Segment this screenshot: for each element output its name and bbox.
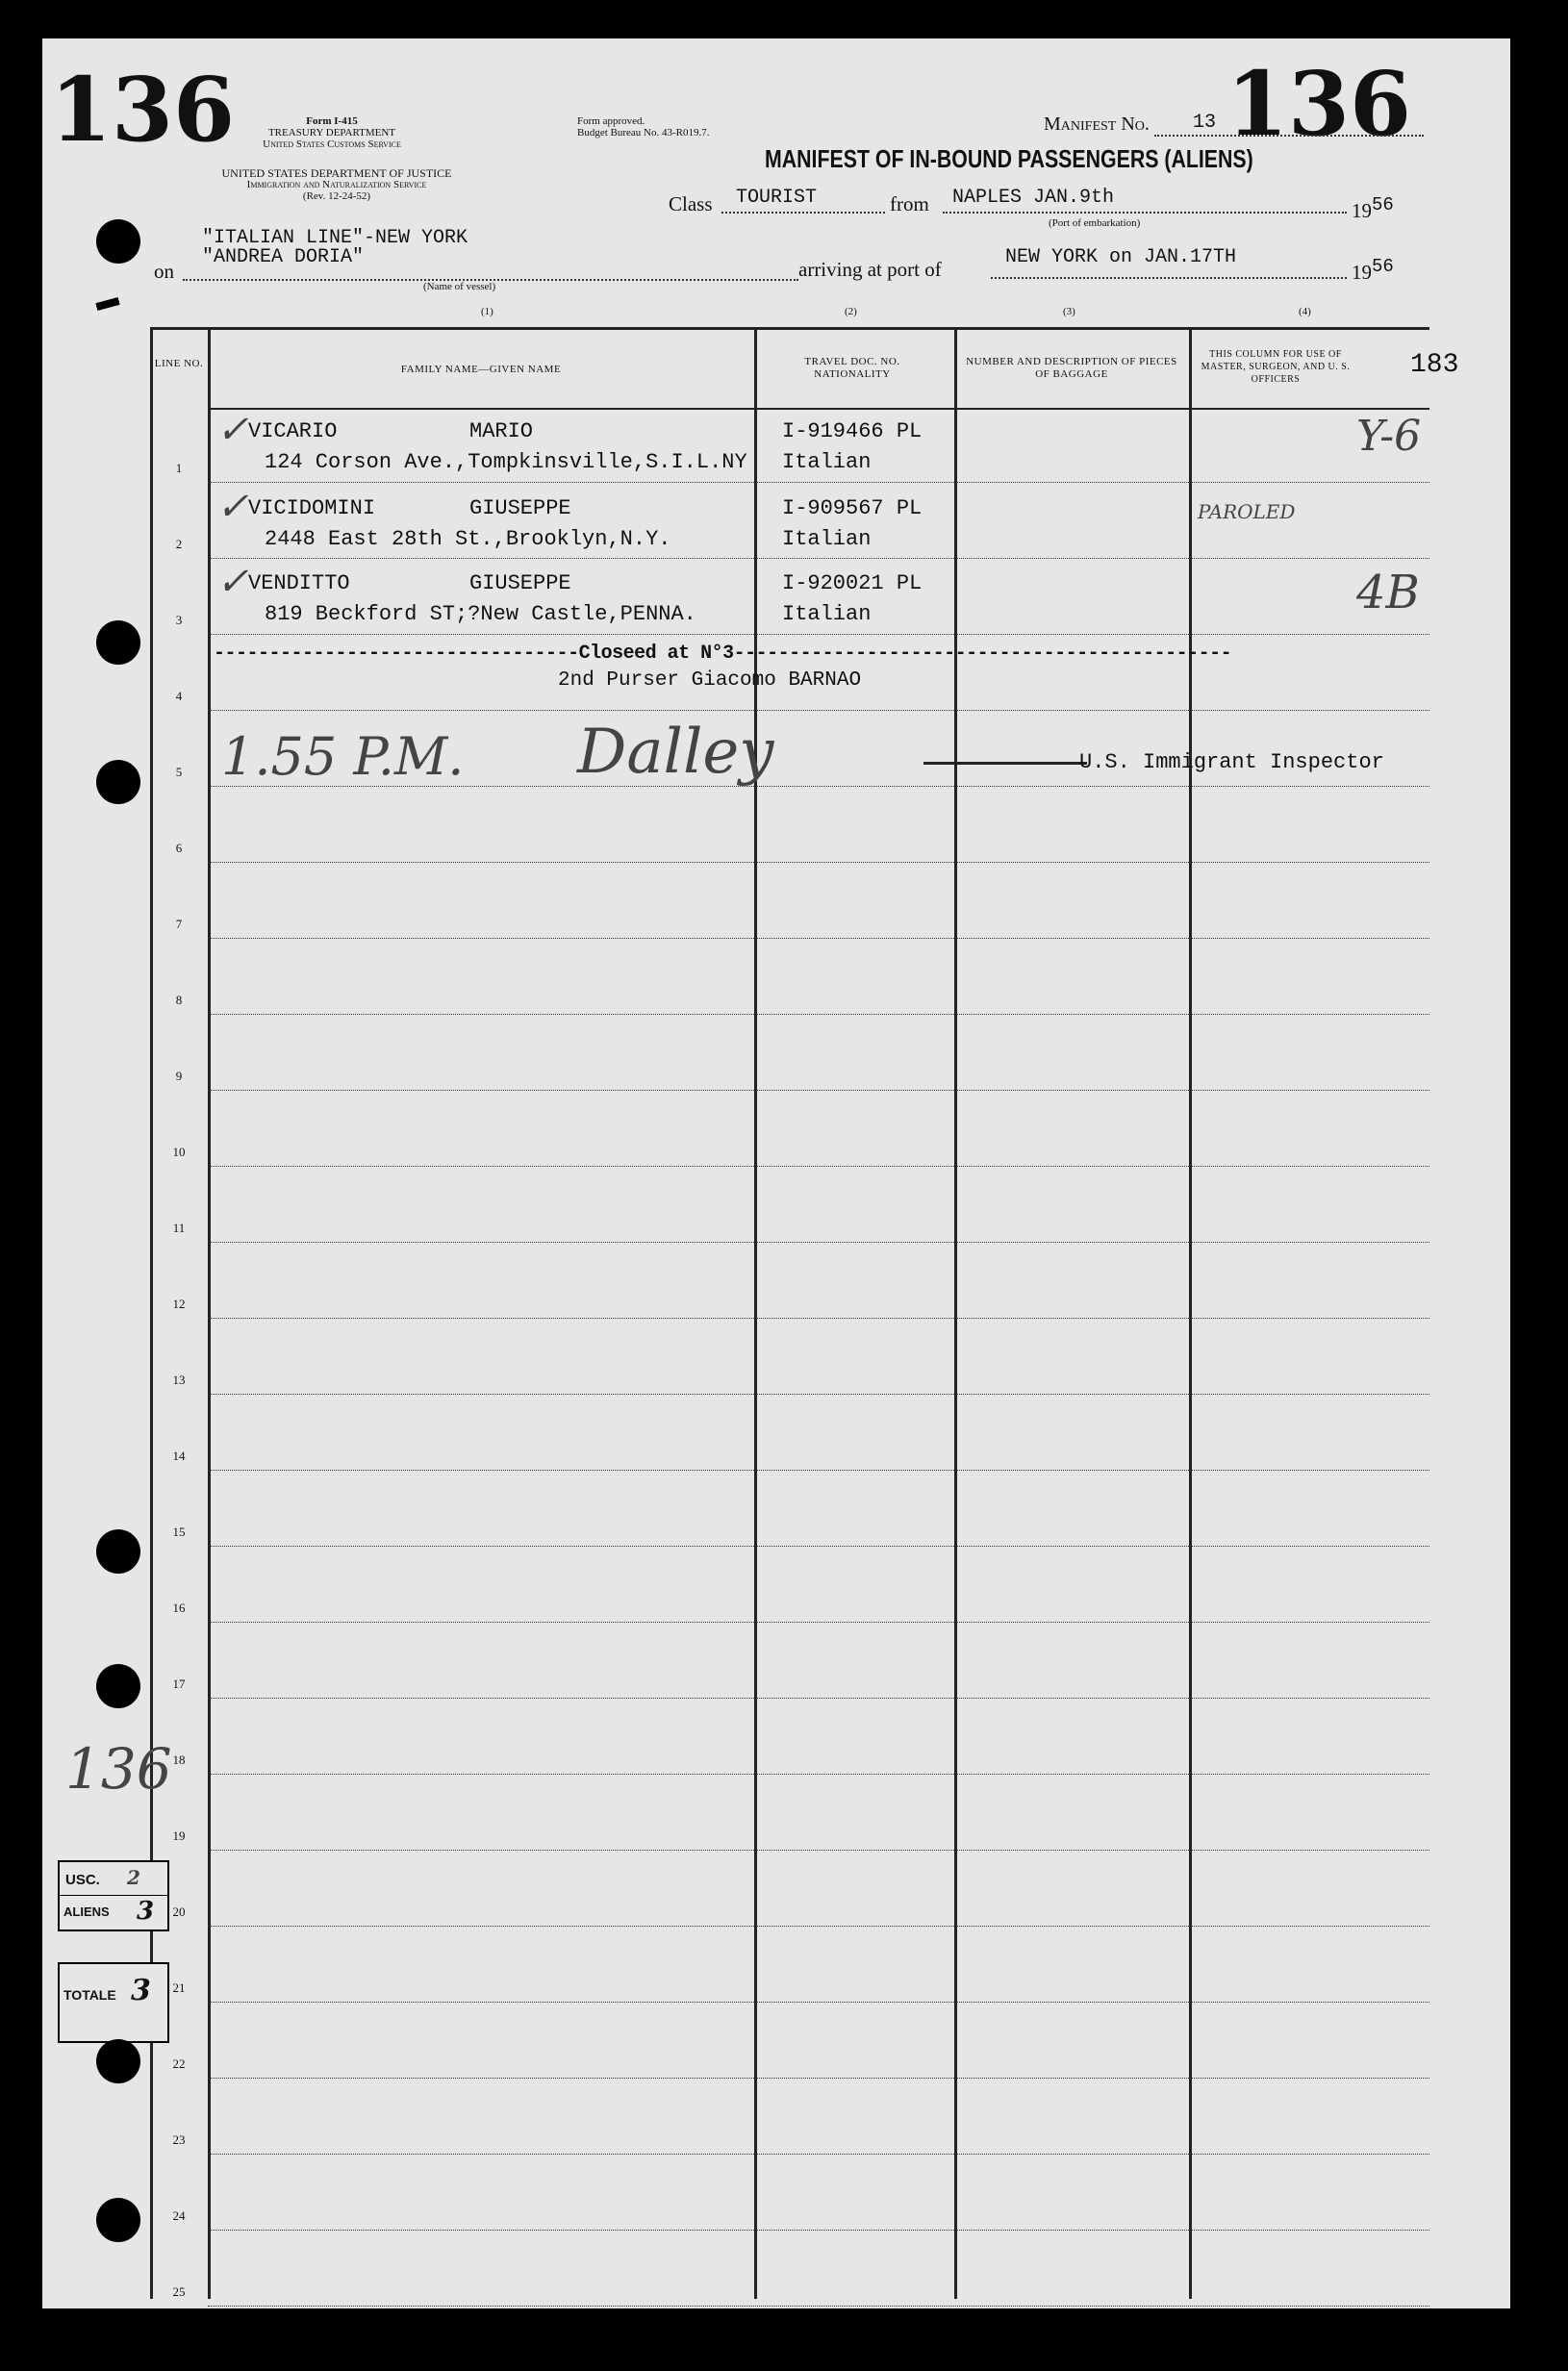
customs-label: United States Customs Service [263, 139, 401, 150]
doj-label: UNITED STATES DEPARTMENT OF JUSTICE [221, 166, 452, 180]
passenger-travel-doc: I-920021 PL [782, 571, 923, 595]
row-rule [208, 1394, 1429, 1395]
line-number: 8 [175, 993, 183, 1007]
row-rule [208, 482, 1429, 483]
table-row [150, 2232, 1429, 2308]
line-number: 25 [172, 2284, 186, 2299]
page-number: 183 [1410, 350, 1459, 380]
form-number: Form I-415 [306, 115, 358, 127]
line-number: 10 [172, 1145, 186, 1159]
page-stamp-left: 136 [50, 58, 236, 162]
doj-block [154, 167, 519, 202]
form-block [221, 115, 443, 150]
margin-note: 136 [65, 1736, 172, 1802]
punch-hole [96, 620, 140, 665]
passenger-address: 2448 East 28th St.,Brooklyn,N.Y. [265, 527, 671, 551]
row-rule [208, 938, 1429, 939]
row-rule [208, 2078, 1429, 2079]
row-rule [208, 1546, 1429, 1547]
punch-hole [96, 2198, 140, 2242]
check-mark-icon: ✓ [216, 560, 249, 604]
table-row [150, 1548, 1429, 1624]
check-mark-icon: ✓ [216, 408, 249, 452]
passenger-given-name: MARIO [469, 419, 534, 443]
officer-mark: PAROLED [1198, 500, 1296, 523]
ins-label: Immigration and Naturalization Service [246, 179, 427, 190]
tally-usc-value: 2 [127, 1866, 140, 1889]
row-rule [208, 1698, 1429, 1699]
year-1-suffix: 56 [1372, 194, 1394, 215]
row-rule [208, 2306, 1429, 2307]
tally-usc-label: USC. [65, 1872, 100, 1888]
line-number: 17 [172, 1677, 186, 1691]
line-number: 6 [175, 841, 183, 855]
vessel-line-1: "ITALIAN LINE"-NEW YORK [202, 227, 468, 249]
line-number: 9 [175, 1069, 183, 1083]
table-row [150, 1624, 1429, 1700]
line-number: 19 [172, 1829, 186, 1843]
row-rule [208, 862, 1429, 863]
table-row [150, 1320, 1429, 1396]
col-number-2: (2) [845, 306, 857, 317]
col-number-1: (1) [481, 306, 493, 317]
punch-hole [96, 1529, 140, 1574]
arriving-label: arriving at port of [798, 258, 942, 281]
punch-hole [96, 1664, 140, 1708]
tally-box-bottom [58, 1962, 169, 2043]
line-number: 5 [175, 765, 183, 779]
row-rule [208, 1014, 1429, 1015]
table-row [150, 1852, 1429, 1928]
table-row [150, 1092, 1429, 1168]
passenger-given-name: GIUSEPPE [469, 571, 571, 595]
class-value: TOURIST [736, 187, 818, 209]
check-mark-icon: ✓ [216, 485, 249, 529]
table-row [150, 2004, 1429, 2080]
line-number: 3 [175, 613, 183, 627]
passenger-address: 124 Corson Ave.,Tompkinsville,S.I.L.NY [265, 450, 747, 474]
manifest-no-label: Manifest No. [1044, 114, 1150, 135]
approval-line-2: Budget Bureau No. 43-R019.7. [577, 127, 710, 139]
year-2-prefix: 19 [1352, 261, 1372, 284]
row-rule [208, 1242, 1429, 1243]
year-2 [1352, 256, 1394, 285]
col-line-no: LINE NO. [154, 358, 204, 369]
line-number: 2 [175, 537, 183, 551]
signature-underline [923, 762, 1087, 765]
tally-total-value: 3 [131, 1974, 151, 2007]
row-rule [208, 1090, 1429, 1091]
purser-line: 2nd Purser Giacomo BARNAO [558, 669, 862, 692]
row-rule [208, 558, 1429, 559]
line-number: 22 [172, 2056, 186, 2071]
table-row [150, 2156, 1429, 2232]
tally-aliens-label: ALIENS [63, 1904, 110, 1919]
from-value: NAPLES JAN.9th [952, 187, 1115, 209]
table-row [150, 1244, 1429, 1320]
passenger-address: 819 Beckford ST;?New Castle,PENNA. [265, 602, 696, 626]
col-name: FAMILY NAME—GIVEN NAME [400, 364, 562, 375]
punch-hole [96, 760, 140, 804]
rev-label: (Rev. 12-24-52) [302, 190, 371, 202]
row-rule [208, 1774, 1429, 1775]
line-number: 13 [172, 1373, 186, 1387]
row-rule [208, 2002, 1429, 2003]
passenger-nationality: Italian [782, 527, 872, 551]
line-number: 23 [172, 2132, 186, 2147]
passenger-family-name: VENDITTO [248, 571, 350, 595]
row-rule [208, 2230, 1429, 2231]
row-rule [208, 710, 1429, 711]
dept-label: TREASURY DEPARTMENT [267, 127, 396, 139]
vessel-line-2: "ANDREA DORIA" [202, 246, 365, 268]
col-travel-doc: TRAVEL DOC. NO. NATIONALITY [804, 356, 900, 380]
table-row [150, 1168, 1429, 1244]
tally-aliens-value: 3 [137, 1897, 155, 1926]
row-rule [208, 634, 1429, 635]
approval-line-1: Form approved. [577, 115, 645, 127]
col-officers: THIS COLUMN FOR USE OF MASTER, SURGEON, AND U. S. OFFICERS [1201, 349, 1351, 385]
line-number: 14 [172, 1449, 186, 1463]
table-row [150, 788, 1429, 864]
line-number: 1 [175, 461, 183, 475]
arriving-value: NEW YORK on JAN.17TH [1005, 246, 1237, 268]
line-number: 20 [172, 1904, 186, 1919]
row-rule [208, 1318, 1429, 1319]
line-number: 24 [172, 2208, 186, 2223]
officer-mark: 4B [1356, 566, 1420, 619]
embark-caption: (Port of embarkation) [1049, 217, 1141, 229]
line-number: 4 [175, 689, 183, 703]
passenger-family-name: VICARIO [248, 419, 338, 443]
table-row [150, 940, 1429, 1016]
year-1-prefix: 19 [1352, 199, 1372, 222]
table-row [150, 2080, 1429, 2156]
from-label: from [890, 192, 929, 215]
year-2-suffix: 56 [1372, 256, 1394, 277]
col-number-3: (3) [1063, 306, 1075, 317]
line-number: 7 [175, 917, 183, 931]
row-rule [208, 1470, 1429, 1471]
handwritten-time: 1.55 P.M. [221, 726, 465, 787]
manifest-no-value: 13 [1193, 112, 1217, 134]
line-number: 21 [172, 1980, 186, 1995]
line-number: 18 [172, 1753, 186, 1767]
table-row [150, 1776, 1429, 1852]
tally-total-label: TOTALE [63, 1987, 116, 2003]
passenger-given-name: GIUSEPPE [469, 496, 571, 520]
approval-block [577, 115, 709, 139]
class-label: Class [669, 192, 713, 215]
year-1 [1352, 194, 1394, 223]
passenger-nationality: Italian [782, 450, 872, 474]
table-row [150, 1700, 1429, 1776]
punch-hole [96, 219, 140, 264]
passenger-nationality: Italian [782, 602, 872, 626]
line-number: 16 [172, 1601, 186, 1615]
inspector-label: U.S. Immigrant Inspector [1079, 750, 1384, 774]
table-row [150, 864, 1429, 940]
table-row [150, 1472, 1429, 1548]
closing-line: ---------------------------------Closeed at N°3--------------------------------------------- [214, 643, 1232, 665]
tally-box-top [58, 1860, 169, 1931]
row-rule [208, 2154, 1429, 2155]
table-row [150, 1928, 1429, 2004]
col-baggage: NUMBER AND DESCRIPTION OF PIECES OF BAGGAGE [966, 356, 1177, 380]
vessel-caption: (Name of vessel) [423, 281, 496, 292]
passenger-family-name: VICIDOMINI [248, 496, 376, 520]
on-label: on [154, 260, 174, 283]
col-number-4: (4) [1299, 306, 1311, 317]
table-row [150, 1396, 1429, 1472]
line-number: 11 [172, 1221, 186, 1235]
passenger-travel-doc: I-909567 PL [782, 496, 923, 520]
officer-mark: Y-6 [1356, 412, 1422, 461]
row-rule [208, 1926, 1429, 1927]
row-rule [208, 1850, 1429, 1851]
passenger-travel-doc: I-919466 PL [782, 419, 923, 443]
row-rule [208, 1166, 1429, 1167]
page-stamp-right: 136 [1227, 52, 1412, 156]
punch-hole [96, 2039, 140, 2083]
inspector-signature: Dalley [577, 717, 774, 788]
table-row [150, 1016, 1429, 1092]
line-number: 12 [172, 1297, 186, 1311]
row-rule [208, 1622, 1429, 1623]
manifest-title: MANIFEST OF IN-BOUND PASSENGERS (ALIENS) [765, 144, 1253, 173]
line-number: 15 [172, 1525, 186, 1539]
